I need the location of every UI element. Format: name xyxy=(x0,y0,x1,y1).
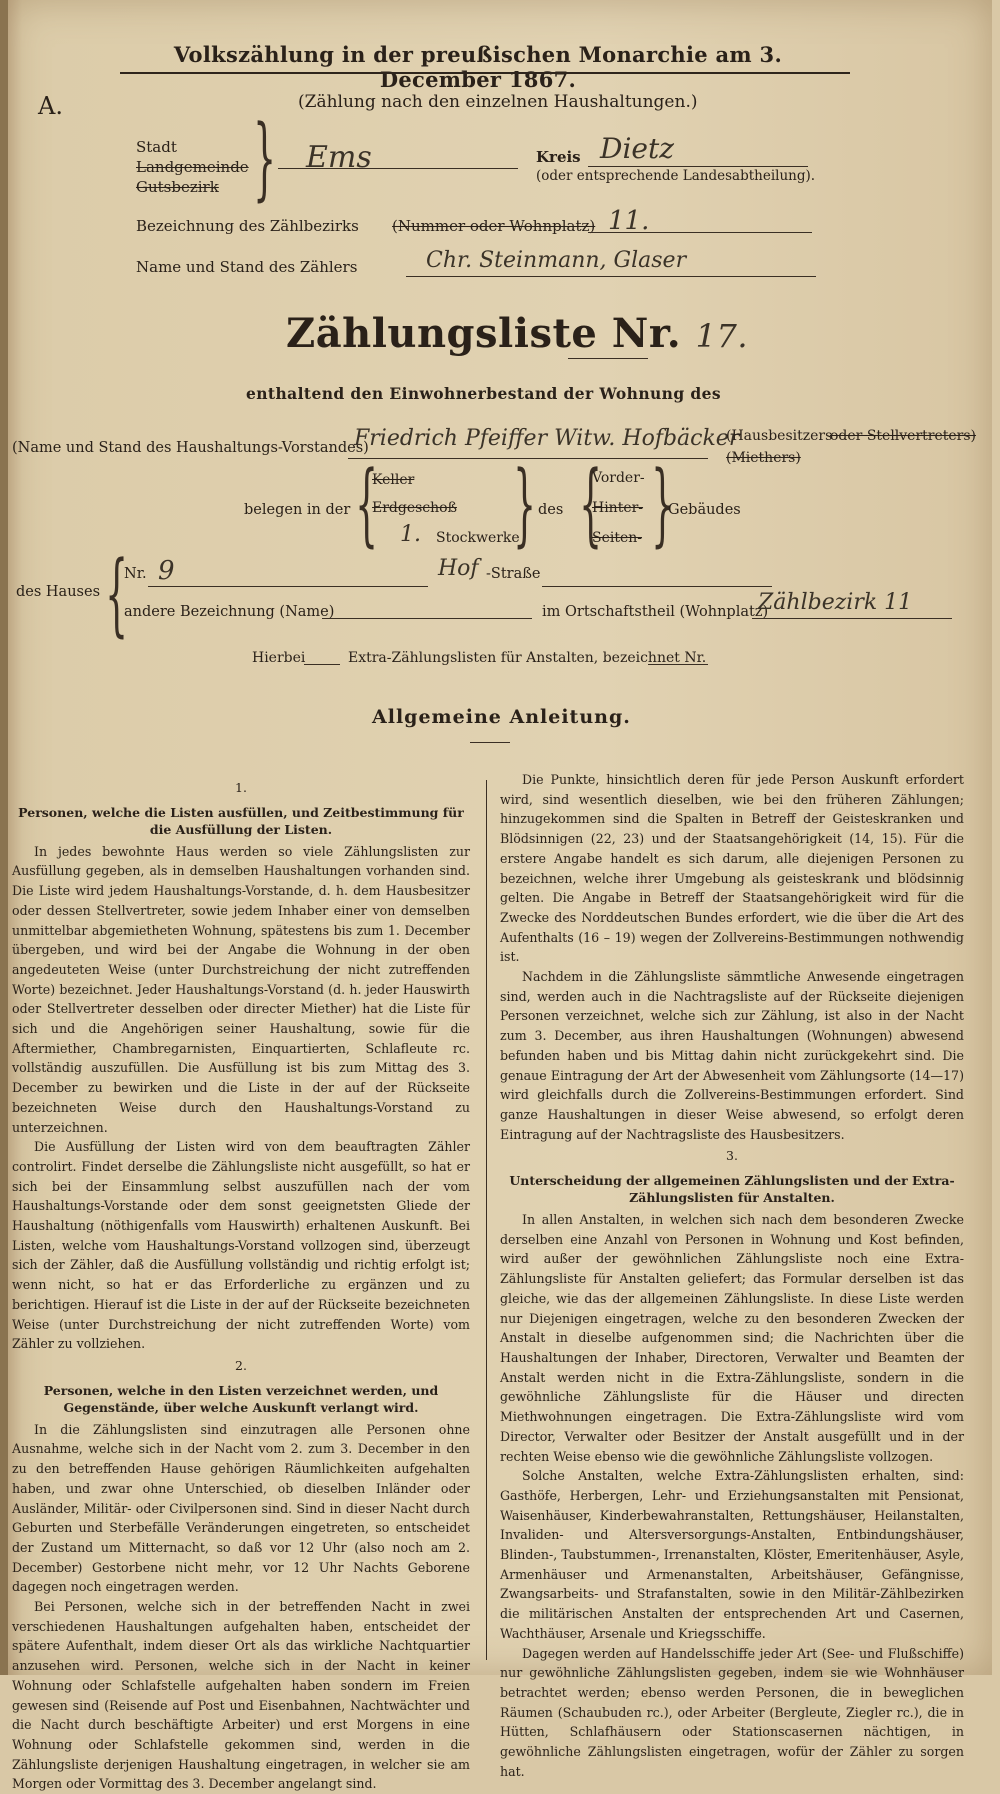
section-3-number: 3. xyxy=(726,1148,738,1164)
form-letter: A. xyxy=(38,92,63,120)
floor-erdgeschoss: Erdgeschoß xyxy=(372,500,457,516)
des-hauses-label: des Hauses xyxy=(16,584,101,600)
binding-edge xyxy=(0,0,8,1675)
instructions-right-column xyxy=(500,770,964,1781)
instructions-heading: Allgemeine Anleitung. xyxy=(372,706,631,728)
section-2-paragraph-2: Bei Personen, welche sich in der betreffenden Nacht in zwei verschiedenen Haushaltungen aufgehalten haben, entscheidet der spätere Aufenthalt, indem dieser Ort als das wirkliche Nachtquartier anzusehen wird. Personen, welche sich in der Nacht in keiner Wohnung oder Schlafstelle aufgehalten haben sondern im Freien gewesen sind (Reisende auf Post und Eisenbahnen, Nachtwächter und die Nacht durch beschäftigte Arbeiter) und erst Morgens in eine Wohnung oder Schlafstelle gekommen sind, werden in die Zählungsliste derjenigen Haushaltung eingetragen, in welcher sie am Morgen oder Vormittag des 3. December angelangt sind. xyxy=(12,1599,470,1792)
role-miether: (Miethers) xyxy=(726,450,801,466)
hauses-brace: { xyxy=(105,542,129,647)
kreis-line xyxy=(588,166,808,167)
floor-brace-left: { xyxy=(355,452,379,557)
hierbei-line xyxy=(304,664,340,665)
kreis-note: (oder entsprechende Landesabtheilung). xyxy=(536,168,816,184)
list-number: 17. xyxy=(695,317,749,355)
zaehler-label: Name und Stand des Zählers xyxy=(136,258,358,276)
kreis-value: Dietz xyxy=(600,132,674,165)
section-3-paragraph-2: Solche Anstalten, welche Extra-Zählungslisten erhalten, sind: Gasthöfe, Herbergen, Lehr- und Erziehungsanstalten mit Pensionat, Waisenhäuser, Kinderbewahranstalten, Rettungshäuser, Heilanstalten, Invaliden- und Altersversorgungs-Anstalten, Entbindungshäuser, Blinden-, Taubstummen-, Irrenanstalten, Klöster, Emeritenhäuser, Asyle, Armenhäuser und Armenanstalten, Arbeitshäuser, Gefängnisse, Zwangsarbeits- und Strafanstalten, sowie in den Militär-Zählbezirken die militärischen Anstalten der entsprechenden Art und Casernen, Wachthäuser, Arsenale und Kriegsschiffe. xyxy=(500,1468,964,1641)
bezirk-label: Bezeichnung des Zählbezirks xyxy=(136,217,359,235)
part-brace-right: } xyxy=(651,452,675,557)
gutsbezirk-label: Gutsbezirk xyxy=(136,178,219,196)
part-seiten: Seiten- xyxy=(592,530,643,546)
right-paragraph-1: Die Punkte, hinsichtlich deren für jede Person Auskunft erfordert wird, sind wesentlich dieselben, wie bei den früheren Zählungen; hinzugekommen sind die Spalten in Betreff der Geisteskranken und Blödsinnigen (22, 23) und der Staatsangehörigkeit (14, 15). Für die erstere Angabe handelt es sich darum, alle diejenigen Personen zu bezeichnen, welche ihrer Umgebung als geisteskrank und blödsinnig gelten. Die Angabe in Betreff der Staatsangehörigkeit wird für die Zwecke des Norddeutschen Bundes erfordert, wie die über die Art des Aufenthalts (16 – 19) wegen der Zollvereins-Bestimmungen nothwendig ist. xyxy=(500,772,964,965)
section-1-paragraph-1: In jedes bewohnte Haus werden so viele Zählungslisten zur Ausfüllung gegeben, als in demselben Haushaltungen vorhanden sind. Die Liste wird jedem Haushaltungs-Vorstande, d. h. dem Hausbesitzer oder dessen Stellvertreter, sowie jedem Inhaber einer von demselben unmittelbar abgemietheten Wohnung, spätestens bis zum 1. December übergeben, und wird bei der Angabe die Wohnung in der oben angedeuteten Weise (unter Durchstreichung der nicht zutreffenden Worte) bezeichnet. Jeder Haushaltungs-Vorstand (d. h. jeder Hauswirth oder Stellvertreter desselben oder directer Miether) hat die Liste für sich und die Angehörigen seiner Haushaltung, sowie für die Aftermiether, Chambregarnisten, Einquartierten, Schlafleute rc. vollständig auszufüllen. Die Ausfüllung ist bis zum Mittag des 3. December zu bewirken und die Liste in der auf der Rückseite bezeichneten Weise durch den Haushaltungs-Vorstand zu unterzeichnen. xyxy=(12,843,470,1135)
floor-stockwerke: Stockwerke xyxy=(436,530,520,546)
part-brace-left: { xyxy=(579,452,603,557)
strasse-line xyxy=(542,586,772,587)
andere-line xyxy=(322,618,532,619)
section-2-title: Personen, welche in den Listen verzeichnet werden, und Gegenstände, über welche Auskunft verlangt wird. xyxy=(43,1382,439,1415)
census-form-sheet xyxy=(8,0,992,1792)
hierbei-label: Hierbei xyxy=(252,650,306,666)
list-title-text: Zählungsliste Nr. xyxy=(286,310,682,357)
section-3-paragraph-3: Dagegen werden auf Handelsschiffe jeder Art (See- und Flußschiffe) nur gewöhnliche Zählungslisten gegeben, indem sie wie Wohnhäuser betrachtet werden; ebenso werden Personen, die in beweglichen Räumen (Schaubuden rc.), oder Arbeiter (Bergleute, Ziegler rc.), die in Hütten, Schlafhäusern oder Stationscasernen nächtigen, in gewöhnliche Zählungslisten eingetragen, wofür der Zähler zu sorgen hat. xyxy=(500,1645,964,1779)
bezirk-note: (Nummer oder Wohnplatz) xyxy=(392,217,596,235)
kreis-label: Kreis xyxy=(536,148,581,166)
landgemeinde-label: Landgemeinde xyxy=(136,158,249,176)
section-1-paragraph-2: Die Ausfüllung der Listen wird von dem beauftragten Zähler controlirt. Findet derselbe die Zählungsliste nicht ausgefüllt, so hat er sich bei der Einsammlung selbst auszufüllen nach der vom Haushaltungs-Vorstande oder dem sonst geeignetsten Gliede der Haushaltung (nöthigenfalls vom Hauswirth) erhaltenen Auskunft. Bei Listen, welche vom Haushaltungs-Vorstand vollzogen sind, überzeugt sich der Zähler, daß die Ausfüllung vollständig und richtig erfolgt ist; wenn nicht, so hat er das Erforderliche zu ergänzen und zu berichtigen. Hierauf ist die Liste in der auf der Rückseite bezeichneten Weise (unter Durchstreichung der nicht zutreffenden Worte) vom Zähler zu vollziehen. xyxy=(12,1139,470,1352)
floor-value: 1. xyxy=(400,522,421,547)
stadt-line xyxy=(278,168,518,169)
section-1-number: 1. xyxy=(235,780,247,795)
section-3-title: Unterscheidung der allgemeinen Zählungslisten und der Extra-Zählungslisten für Anstalten. xyxy=(509,1173,955,1206)
role-hausbesitzer: (Hausbesitzers xyxy=(726,428,833,444)
nr-line xyxy=(148,586,428,587)
extra-line xyxy=(648,664,708,665)
bezirk-line xyxy=(588,232,812,233)
title-underline xyxy=(120,72,850,74)
vorstand-value: Friedrich Pfeiffer Witw. Hofbäcker xyxy=(354,426,740,451)
zaehler-line xyxy=(406,276,816,277)
zaehler-value: Chr. Steinmann, Glaser xyxy=(426,248,687,273)
role-stellvertreter: oder Stellvertreters) xyxy=(830,428,977,444)
des-label: des xyxy=(538,502,564,518)
instructions-left-column xyxy=(12,776,470,1794)
list-subtitle: enthaltend den Einwohnerbestand der Wohnung des xyxy=(246,384,722,403)
column-divider xyxy=(486,780,487,1660)
ortschaft-label: im Ortschaftstheil (Wohnplatz) xyxy=(542,604,769,620)
strasse-value: Hof xyxy=(438,556,479,581)
stadt-value: Ems xyxy=(306,140,372,175)
stadt-label: Stadt xyxy=(136,138,177,156)
section-1-title: Personen, welche die Listen ausfüllen, und Zeitbestimmung für die Ausfüllung der Listen. xyxy=(18,804,464,837)
vorstand-label: (Name und Stand des Haushaltungs-Vorstandes) xyxy=(12,440,369,456)
floor-keller: Keller xyxy=(372,472,415,488)
section-2-paragraph-1: In die Zählungslisten sind einzutragen alle Personen ohne Ausnahme, welche sich in der Nacht vom 2. zum 3. December in den zu den betreffenden Hause gehörigen Räumlichkeiten aufgehalten haben, und zwar ohne Unterschied, ob dieselben Inländer oder Ausländer, Militär- oder Civilpersonen sind. Sind in dieser Nacht durch Geburten und Sterbefälle Veränderungen eingetreten, so entscheidet der Zustand um Mitternacht, so daß vor 12 Uhr (also noch am 2. December) Gestorbene nicht mehr, vor 12 Uhr Nachts Geborene dagegen noch eingetragen werden. xyxy=(12,1421,470,1595)
list-title xyxy=(286,310,748,357)
section-2-number: 2. xyxy=(235,1357,247,1373)
ortschaft-value: Zählbezirk 11 xyxy=(758,590,913,615)
gebaeudes-label: Gebäudes xyxy=(668,502,741,518)
part-hinter: Hinter- xyxy=(592,500,644,516)
nr-label: Nr. xyxy=(124,566,147,582)
bezirk-value: 11. xyxy=(608,206,650,236)
form-title: Volkszählung in der preußischen Monarchie am 3. December 1867. xyxy=(173,42,783,92)
ortschaft-line xyxy=(752,618,952,619)
part-vorder: Vorder- xyxy=(592,470,645,486)
form-subtitle: (Zählung nach den einzelnen Haushaltungen.) xyxy=(298,92,698,112)
strasse-label: -Straße xyxy=(486,566,541,582)
right-paragraph-2: Nachdem in die Zählungsliste sämmtliche Anwesende eingetragen sind, werden auch in die Nachtragsliste auf der Rückseite diejenigen Personen verzeichnet, welche sich zur Zählung, ist also in der Nacht zum 3. December, aus ihren Haushaltungen (Wohnungen) abwesend befunden haben und bis Mittag dahin nicht zurückgekehrt sind. Die genaue Eintragung der Art der Abwesenheit vom Zählungsorte (14—17) wird gleichfalls durch die Zollvereins-Bestimmungen erfordert. Sind ganze Haushaltungen in dieser Weise abwesend, so erfolgt deren Eintragung auf der Nachtragsliste des Hausbesitzers. xyxy=(500,969,964,1142)
belegen-label: belegen in der xyxy=(244,502,351,518)
heading-underline xyxy=(470,742,510,743)
location-brace: } xyxy=(253,106,277,211)
section-3-paragraph-1: In allen Anstalten, in welchen sich nach dem besonderen Zwecke derselben eine Anzahl von Personen in Wohnung und Kost befinden, wird außer der gewöhnlichen Zählungsliste noch eine Extra-Zählungsliste für Anstalten geliefert; das Formular derselben ist das gleiche, wie das der allgemeinen Zählungsliste. In diese Liste werden nur Diejenigen eingetragen, welche zu den besonderen Zwecken der Anstalt in dieselbe aufgenommen sind; die Nachrichten über die Haushaltungen der Inhaber, Directoren, Verwalter und Beamten der Anstalt werden nicht in die Extra-Zählungsliste, sondern in die gewöhnliche Zählungsliste für die Häuser und directen Miethwohnungen eingetragen. Die Extra-Zählungsliste wird vom Director, Verwalter oder Besitzer der Anstalt ausgefüllt und in der rechten Weise ebenso wie die gewöhnliche Zählungsliste vollzogen. xyxy=(500,1212,964,1464)
extra-label: Extra-Zählungslisten für Anstalten, bezeichnet Nr. xyxy=(348,650,707,666)
floor-brace-right: } xyxy=(513,452,537,557)
nr-value: 9 xyxy=(158,556,175,586)
list-number-line xyxy=(568,358,648,359)
andere-label: andere Bezeichnung (Name) xyxy=(124,604,335,620)
